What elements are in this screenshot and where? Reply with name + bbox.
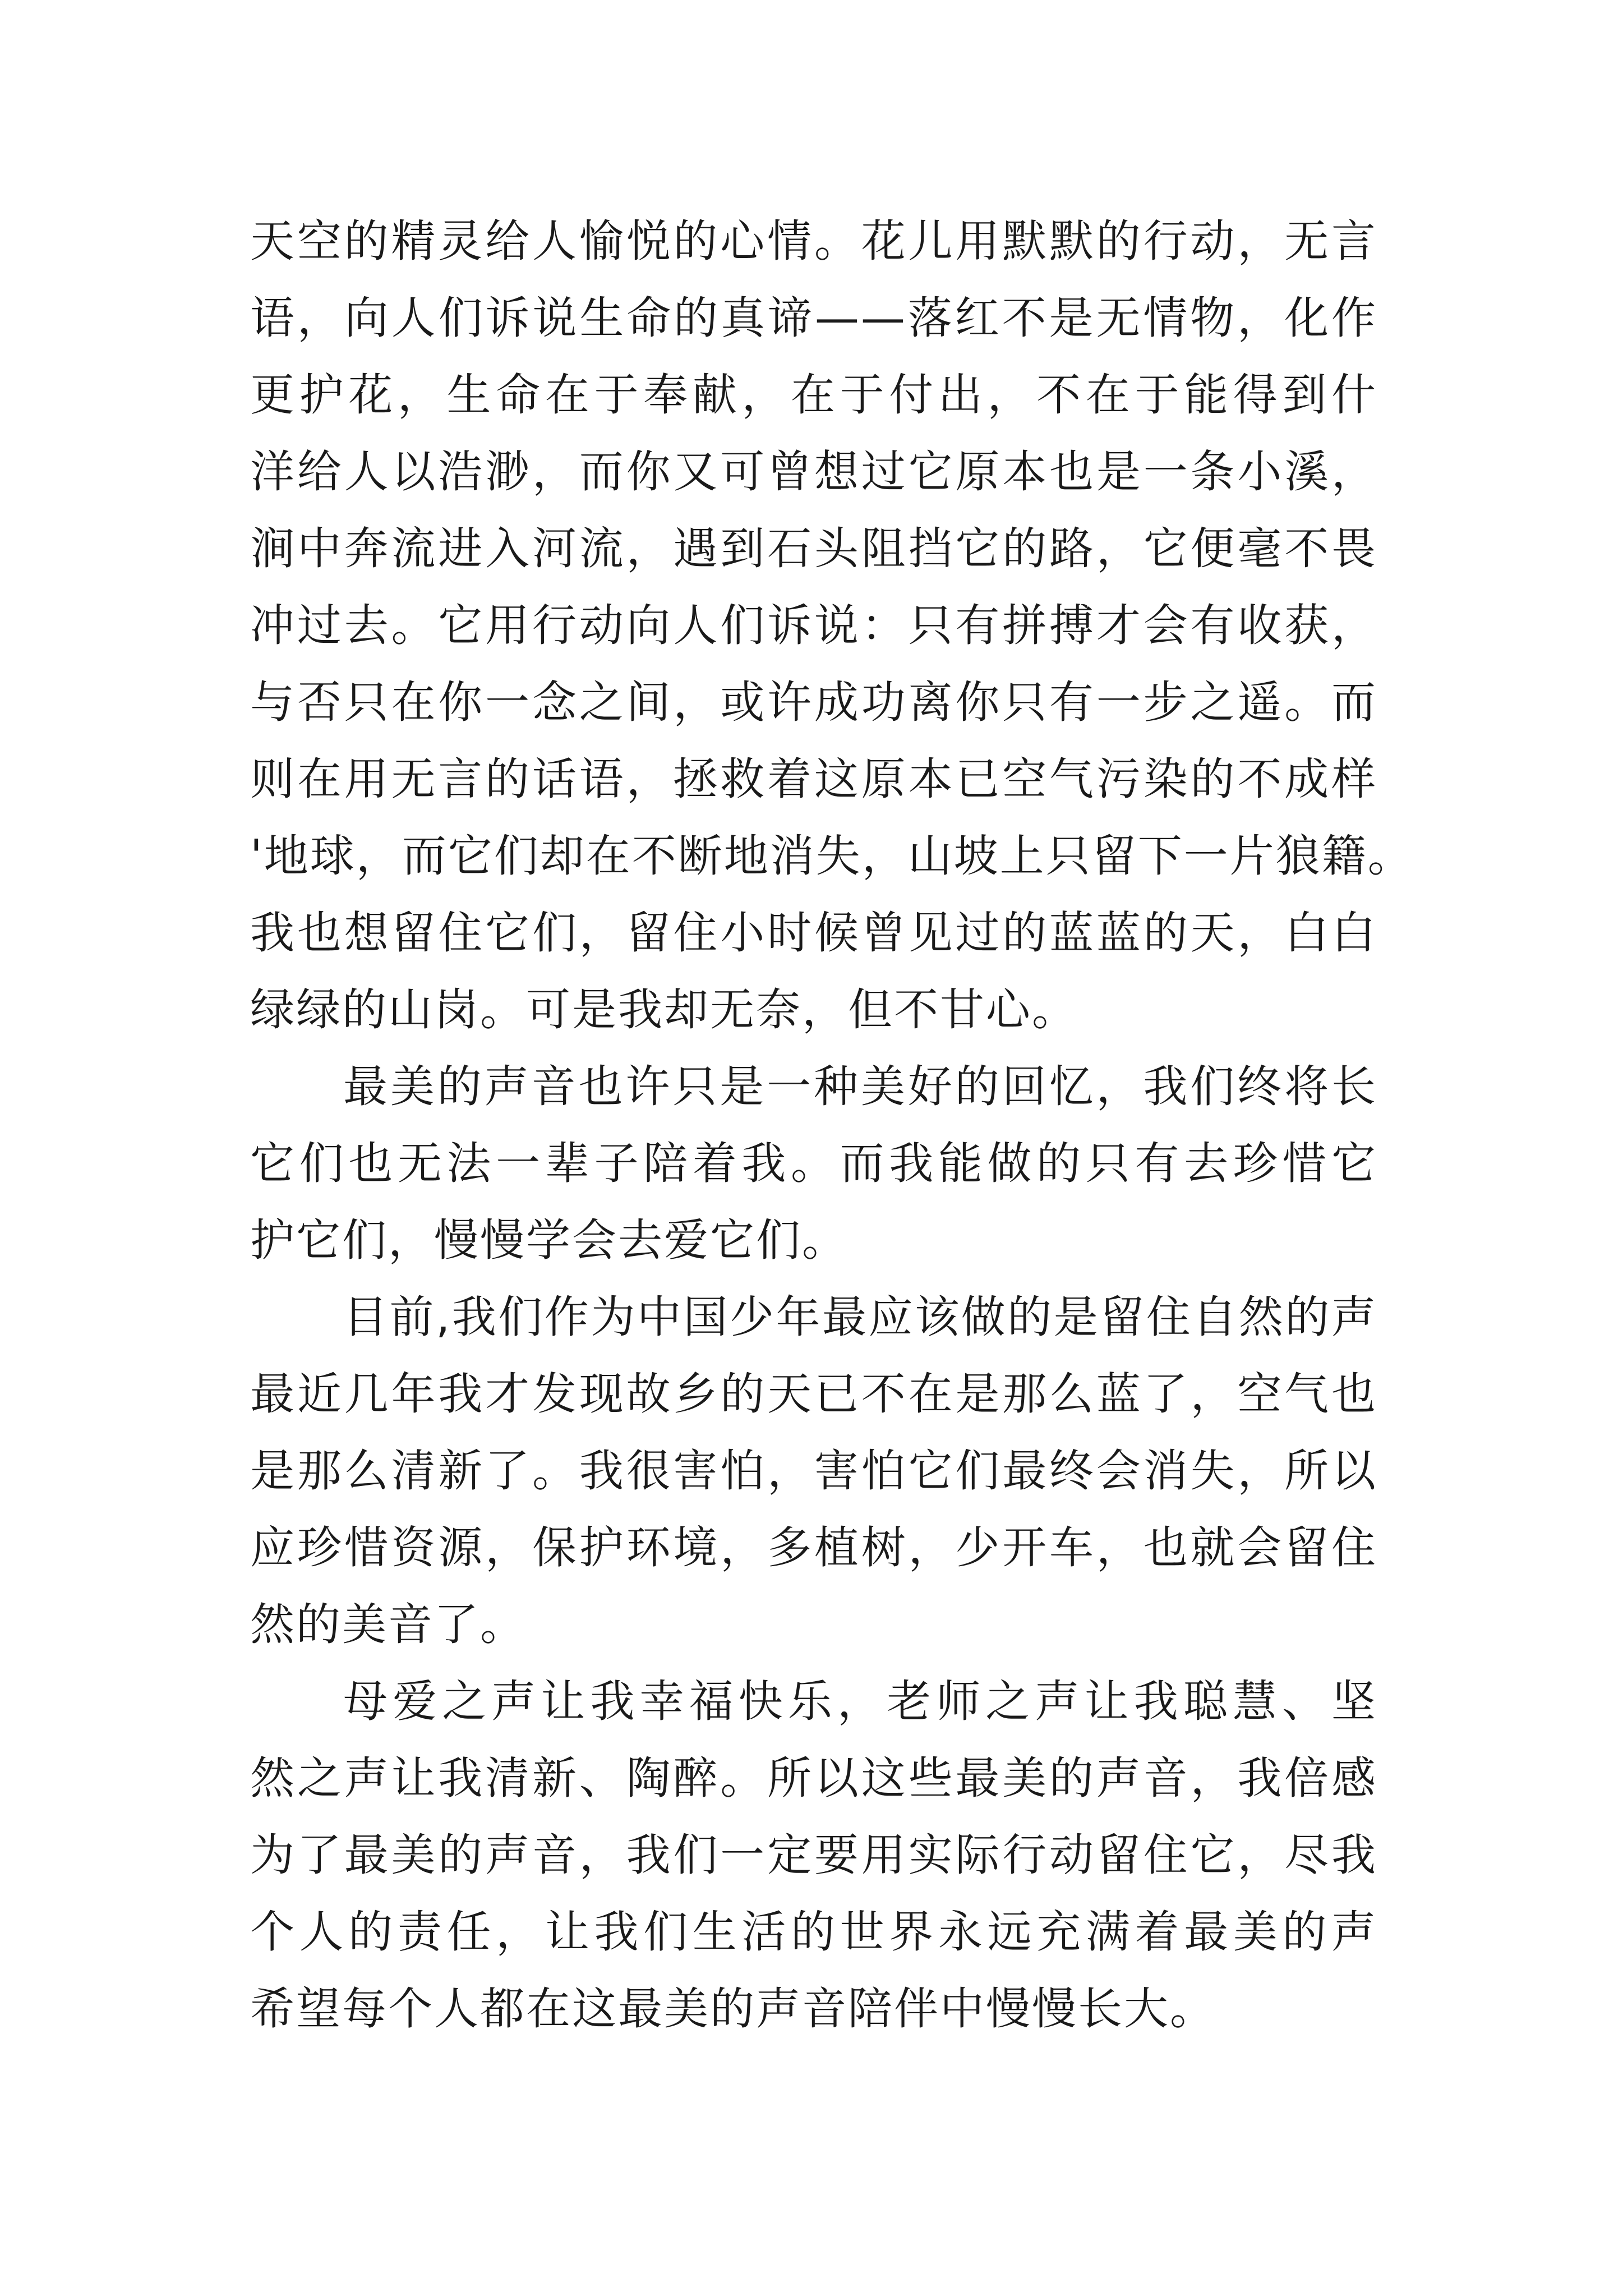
text-line: 然的美音了。: [250, 1599, 526, 1650]
text-line: 涧中奔流进入河流，遇到石头阻挡它的路，它便毫不畏: [250, 523, 1377, 574]
text-line: 为了最美的声音，我们一定要用实际行动留住它，尽我: [250, 1829, 1377, 1881]
text-line: 个人的责任，让我们生活的世界永远充满着最美的声: [250, 1906, 1377, 1958]
text-line: 它们也无法一辈子陪着我。而我能做的只有去珍惜它: [250, 1138, 1377, 1189]
text-line: '地球，而它们却在不断地消失，山坡上只留下一片狼籍。: [250, 830, 1414, 882]
text-line: 护它们，慢慢学会去爱它们。: [250, 1214, 848, 1266]
paragraph-first-line: 目前,我们作为中国少年最应该做的是留住自然的声: [343, 1291, 1377, 1343]
text-line: 与否只在你一念之间，或许成功离你只有一步之遥。而: [250, 677, 1377, 728]
text-line: 希望每个人都在这最美的声音陪伴中慢慢长大。: [250, 1983, 1216, 2035]
text-line: 我也想留住它们，留住小时候曾见过的蓝蓝的天，白白: [250, 907, 1377, 959]
text-line: 最近几年我才发现故乡的天已不在是那么蓝了，空气也: [250, 1368, 1377, 1420]
text-line: 冲过去。它用行动向人们诉说：只有拼搏才会有收获，: [250, 600, 1377, 651]
text-line: 洋给人以浩渺，而你又可曾想过它原本也是一条小溪，: [250, 446, 1377, 498]
text-line: 绿绿的山岗。可是我却无奈，但不甘心。: [250, 984, 1078, 1036]
paragraph-first-line: 最美的声音也许只是一种美好的回忆，我们终将长: [343, 1061, 1377, 1112]
text-line: 应珍惜资源，保护环境，多植树，少开车，也就会留住: [250, 1522, 1377, 1573]
paragraph-first-line: 母爱之声让我幸福快乐，老师之声让我聪慧、坚: [343, 1676, 1377, 1727]
text-line: 更护花，生命在于奉献，在于付出，不在于能得到什: [250, 369, 1377, 421]
text-line: 语，向人们诉说生命的真谛——落红不是无情物，化作: [250, 292, 1377, 344]
text-line: 天空的精灵给人愉悦的心情。花儿用默默的行动，无言: [250, 215, 1377, 267]
text-line: 然之声让我清新、陶醉。所以这些最美的声音，我倍感: [250, 1752, 1377, 1804]
document-body: [250, 203, 1414, 2047]
text-line: 是那么清新了。我很害怕，害怕它们最终会消失，所以: [250, 1445, 1377, 1497]
text-line: 则在用无言的话语，拯救着这原本已空气污染的不成样: [250, 753, 1377, 805]
